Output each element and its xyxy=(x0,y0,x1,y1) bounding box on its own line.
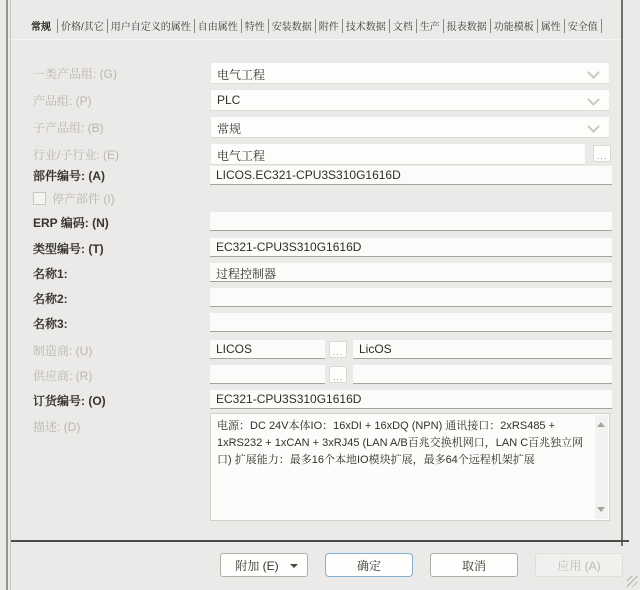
extras-button-label: 附加 (E) xyxy=(235,558,279,573)
description-textarea[interactable] xyxy=(210,413,610,521)
generic-product-group-label: 一类产品组: (G) xyxy=(33,67,117,81)
generic-product-group-combo[interactable] xyxy=(210,62,610,84)
dropdown-caret-icon xyxy=(290,564,298,568)
tab-general[interactable]: 常规 xyxy=(31,22,51,33)
scroll-up-icon[interactable] xyxy=(597,422,605,427)
tab-safety-values[interactable]: 安全值 xyxy=(567,22,598,33)
trade-subtrade-browse-button[interactable]: ... xyxy=(593,145,611,162)
chevron-down-icon xyxy=(587,120,600,133)
type-number-label: 类型编号: (T) xyxy=(33,242,104,256)
type-number-input[interactable]: EC321-CPU3S310G1616D xyxy=(210,238,612,257)
window-left-border xyxy=(6,0,8,590)
supplier-name-input[interactable] xyxy=(353,365,612,384)
tab-attributes[interactable]: 特性 xyxy=(244,22,265,33)
product-subgroup-label: 子产品组: (B) xyxy=(33,121,104,135)
apply-button: 应用 (A) xyxy=(535,553,623,577)
designation1-input[interactable]: 过程控制器 xyxy=(210,263,612,282)
description-scrollbar[interactable] xyxy=(595,415,608,519)
tab-separator xyxy=(601,19,602,33)
tab-prices-other[interactable]: 价格/其它 xyxy=(61,22,104,33)
supplier-code-input[interactable] xyxy=(210,365,325,384)
chevron-down-icon xyxy=(587,93,600,106)
erp-number-label: ERP 编码: (N) xyxy=(33,216,109,230)
discontinued-label: 停产部件 (I) xyxy=(52,192,115,206)
product-group-combo[interactable] xyxy=(210,89,610,111)
chevron-down-icon xyxy=(587,66,600,79)
order-number-label: 订货编号: (O) xyxy=(33,394,106,408)
tab-user-defined-properties[interactable]: 用户自定义的属性 xyxy=(110,22,191,33)
description-text: 电源：DC 24V本体IO：16xDI + 16xDQ (NPN) 通讯接口：2xRS485 + 1xRS232 + 1xCAN + 3xRJ45 (LAN A/B百兆交换机网口，LAN C百兆独立网口) 扩展能力：最多16个本地IO模块扩展，最多64个远程机架扩展 xyxy=(217,420,584,466)
product-group-label: 产品组: (P) xyxy=(33,94,92,108)
tab-function-templates[interactable]: 功能模板 xyxy=(493,22,534,33)
panel-bottom-divider xyxy=(11,540,629,542)
supplier-browse-button[interactable]: ... xyxy=(329,366,347,383)
product-group-value: PLC xyxy=(217,93,241,107)
manufacturer-browse-button[interactable]: ... xyxy=(329,341,347,358)
tab-production[interactable]: 生产 xyxy=(419,22,440,33)
discontinued-checkbox[interactable] xyxy=(33,192,46,205)
order-number-input[interactable]: EC321-CPU3S310G1616D xyxy=(210,390,612,409)
erp-number-input[interactable] xyxy=(210,212,612,231)
designation3-label: 名称3: xyxy=(33,317,68,331)
trade-subtrade-field[interactable] xyxy=(210,143,586,165)
tab-bar xyxy=(28,15,622,36)
manufacturer-label: 制造商: (U) xyxy=(33,344,93,358)
tab-free-properties[interactable]: 自由属性 xyxy=(197,22,238,33)
ok-button[interactable]: 确定 xyxy=(325,553,413,577)
trade-subtrade-label: 行业/子行业: (E) xyxy=(33,148,119,162)
tab-panel-top-edge xyxy=(11,39,621,40)
extras-button[interactable] xyxy=(220,553,308,577)
trade-subtrade-value: 电气工程 xyxy=(217,149,266,163)
manufacturer-name-input[interactable]: LicOS xyxy=(353,340,612,359)
product-subgroup-value: 常规 xyxy=(217,122,242,136)
tab-report-data[interactable]: 报表数据 xyxy=(446,22,487,33)
designation2-label: 名称2: xyxy=(33,292,68,306)
designation2-input[interactable] xyxy=(210,288,612,307)
description-label: 描述: (D) xyxy=(33,420,81,434)
generic-product-group-value: 电气工程 xyxy=(217,68,266,82)
window-left-inner-border xyxy=(10,0,11,590)
part-number-input[interactable]: LICOS.EC321-CPU3S310G1616D xyxy=(210,166,612,185)
product-subgroup-combo[interactable] xyxy=(210,116,610,138)
tab-mounting-data[interactable]: 安装数据 xyxy=(271,22,312,33)
manufacturer-code-input[interactable]: LICOS xyxy=(210,340,325,359)
cancel-button[interactable]: 取消 xyxy=(430,553,518,577)
supplier-label: 供应商: (R) xyxy=(33,369,93,383)
part-number-label: 部件编号: (A) xyxy=(33,169,105,183)
tab-accessories[interactable]: 附件 xyxy=(318,22,339,33)
tab-technical-data[interactable]: 技术数据 xyxy=(345,22,386,33)
designation3-input[interactable] xyxy=(210,313,612,332)
designation1-label: 名称1: xyxy=(33,267,68,281)
resize-grip[interactable] xyxy=(627,576,638,587)
tab-properties[interactable]: 属性 xyxy=(540,22,561,33)
scroll-down-icon[interactable] xyxy=(597,507,605,512)
window-right-border xyxy=(621,0,623,546)
tab-documents[interactable]: 文档 xyxy=(392,22,413,33)
